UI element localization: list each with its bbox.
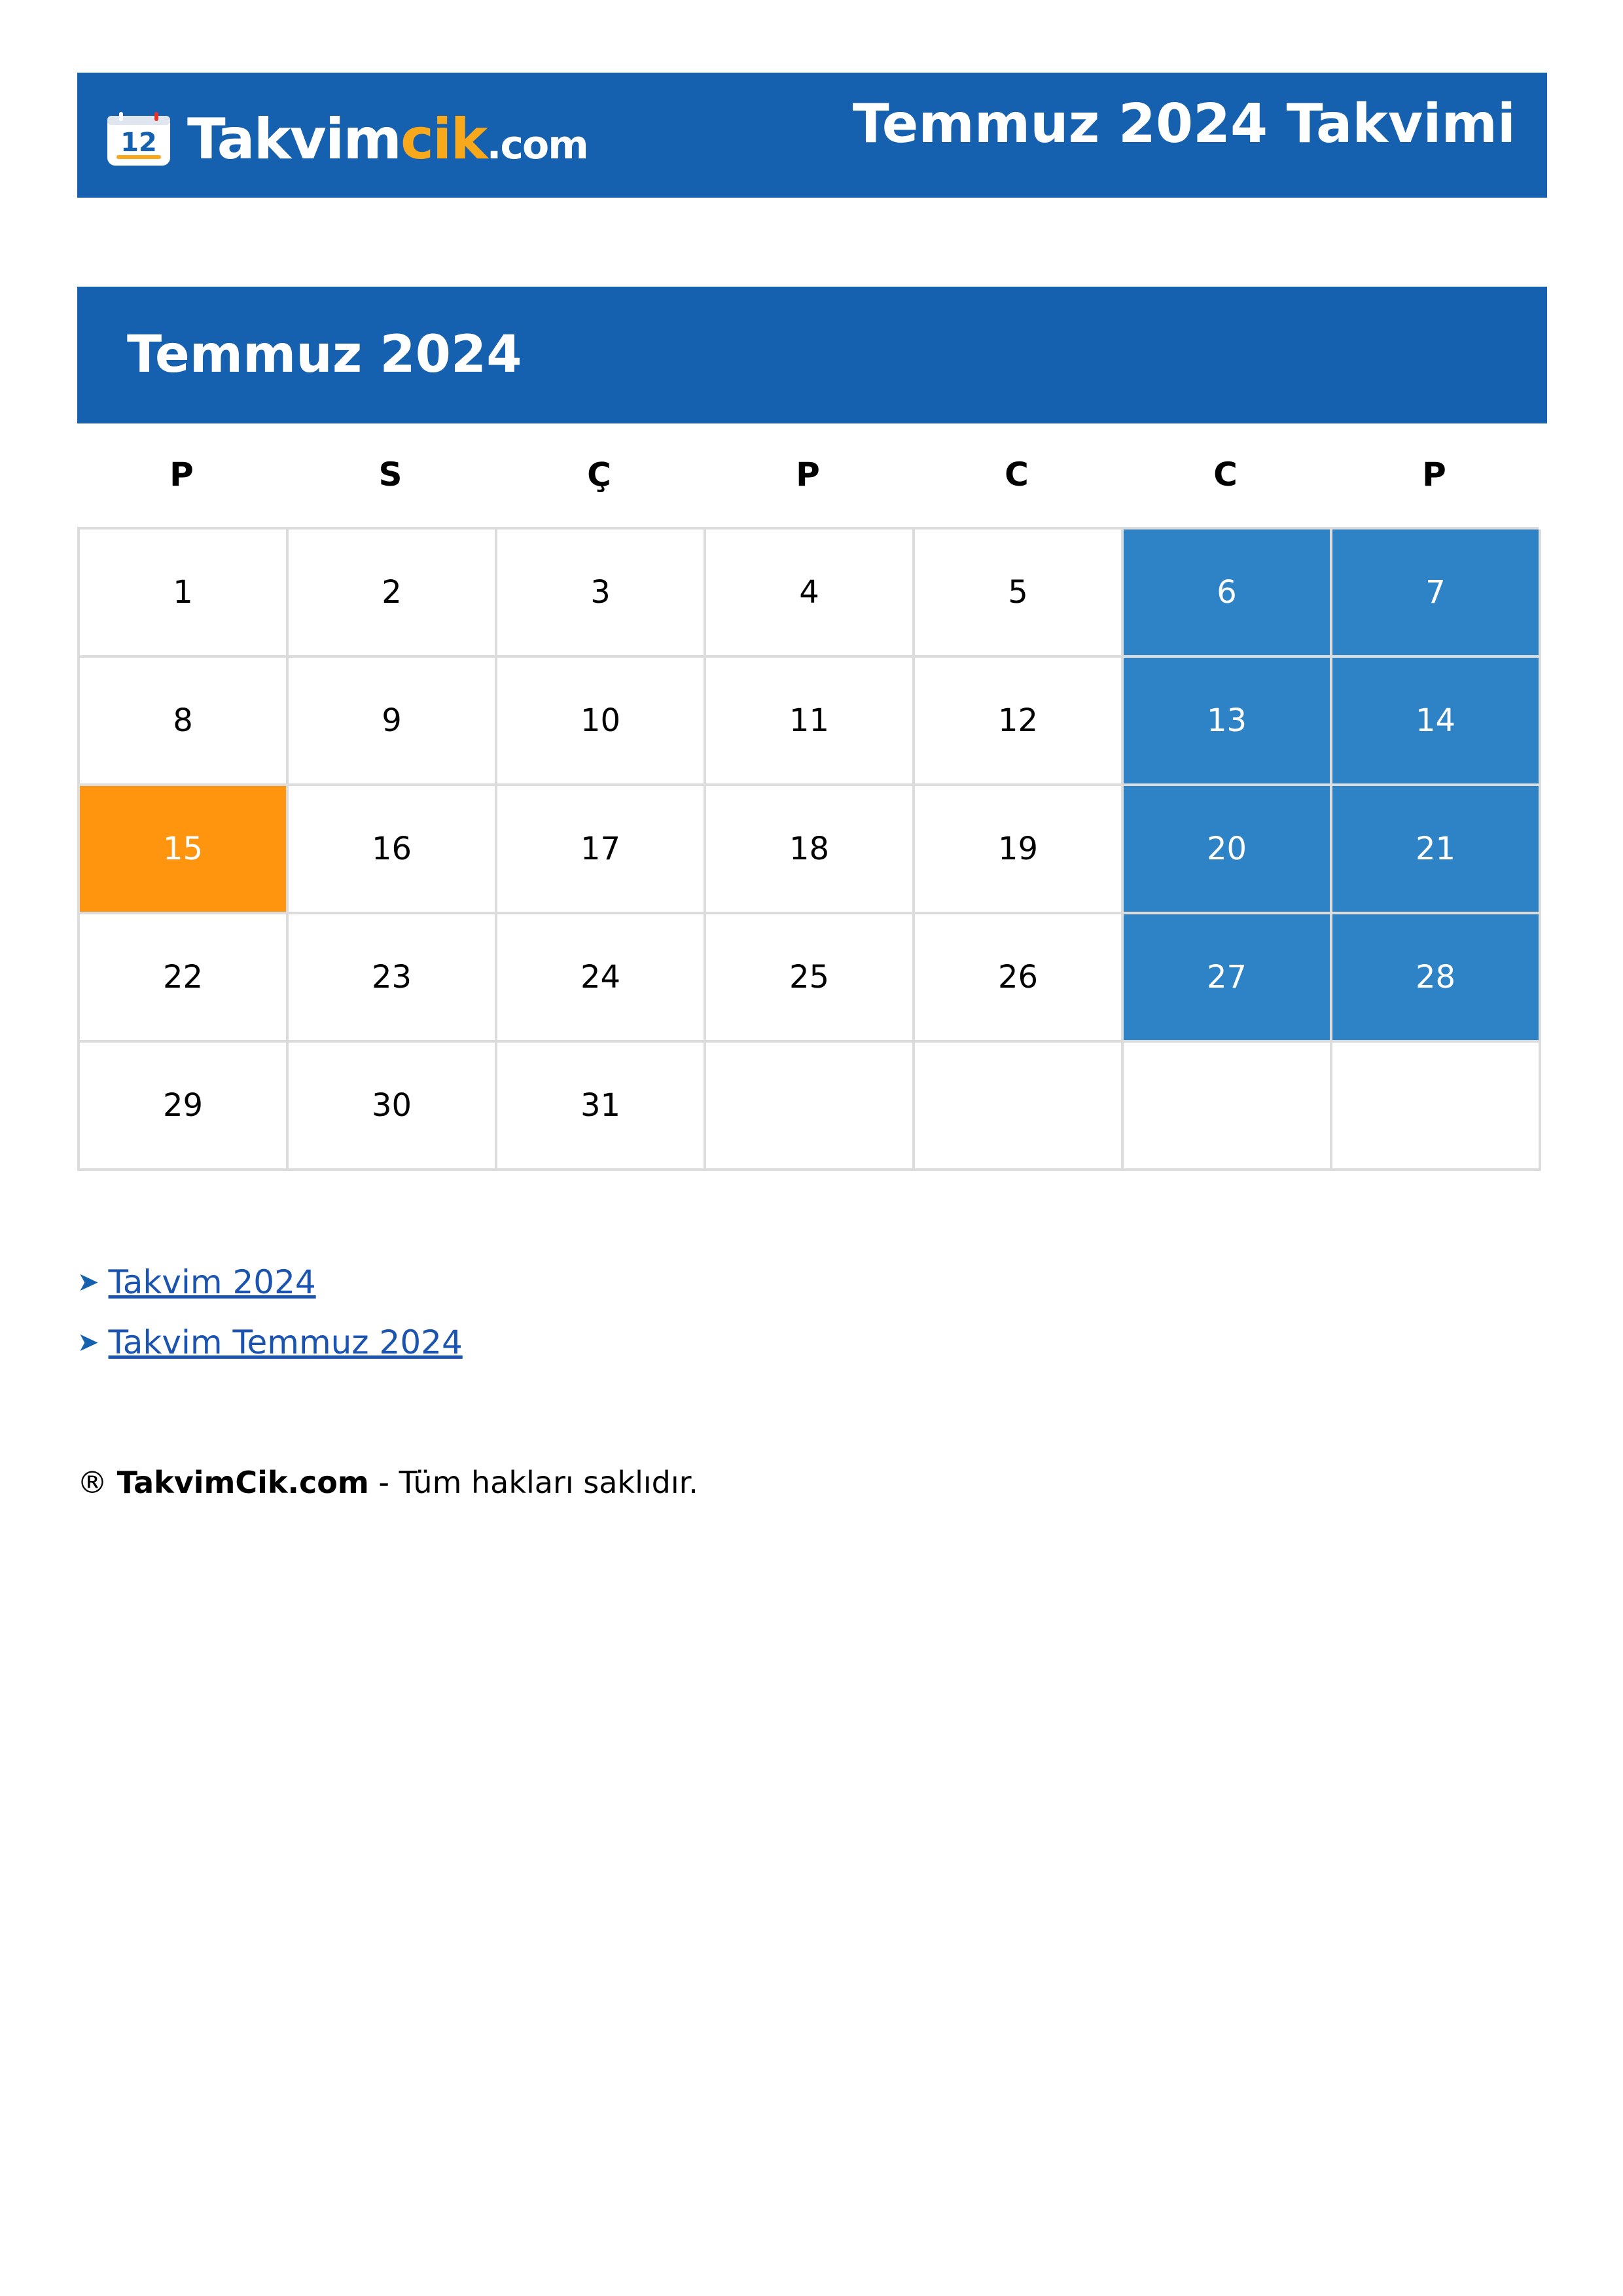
day-cell[interactable]: 13 — [1124, 658, 1332, 786]
link-takvim-2024[interactable]: Takvim 2024 — [108, 1263, 316, 1301]
day-cell[interactable]: 7 — [1332, 529, 1541, 658]
day-cell[interactable]: 20 — [1124, 786, 1332, 914]
weekday-row — [77, 452, 1539, 497]
day-cell[interactable]: 22 — [80, 914, 289, 1043]
empty-day-cell — [1332, 1043, 1541, 1171]
day-cell[interactable]: 2 — [289, 529, 497, 658]
day-cell[interactable]: 25 — [706, 914, 915, 1043]
day-cell[interactable]: 5 — [915, 529, 1124, 658]
weekday-label: C — [1005, 456, 1029, 493]
weekday-label: C — [1213, 456, 1238, 493]
day-cell[interactable]: 6 — [1124, 529, 1332, 658]
logo-part-takvim: Takvim — [187, 107, 401, 172]
related-links — [77, 1252, 463, 1372]
weekday-label: P — [1422, 456, 1446, 493]
footer-rights: - Tüm hakları saklıdır. — [368, 1465, 698, 1500]
day-cell[interactable]: 14 — [1332, 658, 1541, 786]
day-cell[interactable]: 11 — [706, 658, 915, 786]
day-cell[interactable]: 31 — [497, 1043, 706, 1171]
day-cell[interactable]: 24 — [497, 914, 706, 1043]
arrow-icon: ➤ — [77, 1267, 99, 1297]
site-logo[interactable] — [105, 107, 588, 172]
day-cell[interactable]: 10 — [497, 658, 706, 786]
day-cell[interactable]: 1 — [80, 529, 289, 658]
weekday-label: Ç — [587, 456, 611, 493]
page-title: Temmuz 2024 Takvimi — [852, 93, 1516, 155]
link-item — [77, 1312, 463, 1372]
day-cell[interactable]: 19 — [915, 786, 1124, 914]
calendar-grid — [77, 527, 1539, 1171]
weekday-label: P — [796, 456, 820, 493]
arrow-icon: ➤ — [77, 1327, 99, 1357]
day-cell[interactable]: 4 — [706, 529, 915, 658]
page-header — [77, 73, 1547, 198]
footer-brand: TakvimCik.com — [116, 1465, 369, 1500]
empty-day-cell — [706, 1043, 915, 1171]
logo-icon-number: 12 — [120, 128, 157, 158]
day-cell[interactable]: 9 — [289, 658, 497, 786]
link-item — [77, 1252, 463, 1312]
day-cell[interactable]: 28 — [1332, 914, 1541, 1043]
logo-wordmark — [187, 107, 588, 172]
day-cell[interactable]: 21 — [1332, 786, 1541, 914]
day-cell[interactable]: 26 — [915, 914, 1124, 1043]
logo-part-com: .com — [486, 122, 588, 168]
month-header — [77, 287, 1547, 423]
day-cell[interactable]: 23 — [289, 914, 497, 1043]
weekday-label: P — [169, 456, 194, 493]
link-takvim-temmuz-2024[interactable]: Takvim Temmuz 2024 — [108, 1323, 463, 1361]
day-cell[interactable]: 18 — [706, 786, 915, 914]
empty-day-cell — [1124, 1043, 1332, 1171]
day-cell[interactable]: 8 — [80, 658, 289, 786]
day-cell[interactable]: 3 — [497, 529, 706, 658]
empty-day-cell — [915, 1043, 1124, 1171]
day-cell[interactable]: 30 — [289, 1043, 497, 1171]
month-title: Temmuz 2024 — [127, 325, 522, 384]
day-cell[interactable]: 27 — [1124, 914, 1332, 1043]
day-cell[interactable]: 17 — [497, 786, 706, 914]
day-cell[interactable]: 15 — [80, 786, 289, 914]
registered-icon: ® — [77, 1465, 107, 1500]
footer-copyright — [77, 1460, 698, 1505]
logo-part-cik: cik — [400, 107, 487, 172]
day-cell[interactable]: 29 — [80, 1043, 289, 1171]
weekday-label: S — [378, 456, 402, 493]
day-cell[interactable]: 16 — [289, 786, 497, 914]
calendar-icon — [105, 111, 173, 168]
day-cell[interactable]: 12 — [915, 658, 1124, 786]
